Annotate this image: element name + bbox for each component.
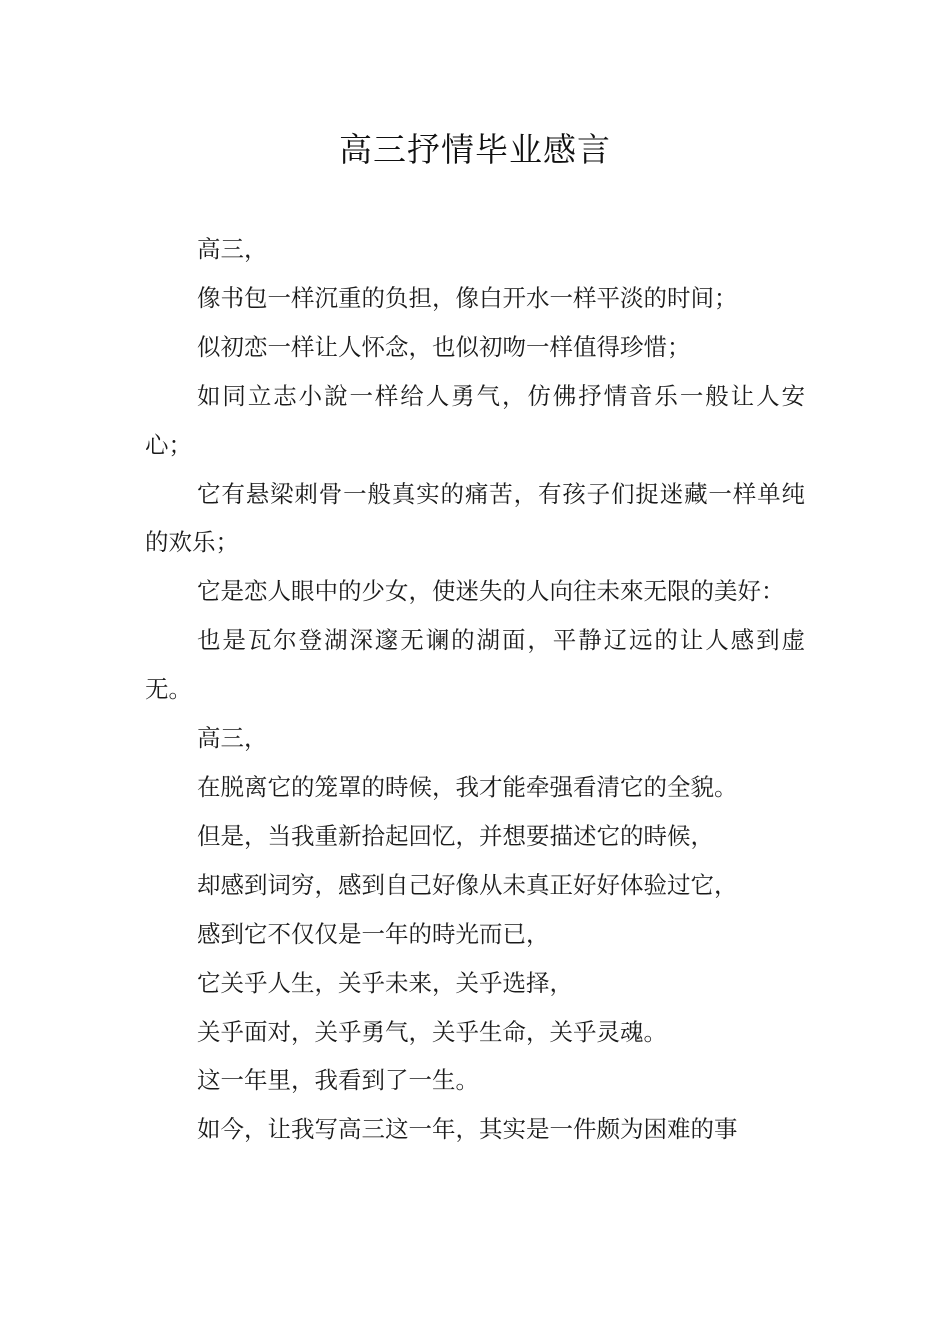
paragraph: 如同立志小說一样给人勇气，仿佛抒情音乐一般让人安心； [145,381,805,459]
paragraph: 它是恋人眼中的少女，使迷失的人向往未來无限的美好： [197,577,785,606]
paragraph: 如今，让我写高三这一年，其实是一件颇为困难的事 [197,1115,738,1144]
paragraph: 也是瓦尔登湖深邃无谰的湖面，平静辽远的让人感到虚无。 [145,626,805,704]
paragraph: 它有悬梁刺骨一般真实的痛苦，有孩子们捉迷藏一样单纯的欢乐； [145,479,805,557]
document-body [145,225,805,1154]
paragraph: 感到它不仅仅是一年的時光而已， [197,919,550,948]
paragraph: 但是，当我重新拾起回忆，并想要描述它的時候， [197,821,714,850]
paragraph: 关乎面对，关乎勇气，关乎生命，关乎灵魂。 [197,1017,667,1046]
paragraph: 它关乎人生，关乎未来，关乎选择， [197,968,573,997]
paragraph: 似初恋一样让人怀念，也似初吻一样值得珍惜； [197,332,691,361]
paragraph: 却感到词穷，感到自己好像从未真正好好体验过它， [197,870,738,899]
paragraph: 高三， [197,235,268,263]
paragraph: 这一年里，我看到了一生。 [197,1066,479,1095]
paragraph: 像书包一样沉重的负担，像白开水一样平淡的时间； [197,283,738,312]
document-title: 高三抒情毕业感言 [339,130,611,169]
paragraph: 高三， [197,724,268,753]
paragraph: 在脱离它的笼罩的時候，我才能牵强看清它的全貌。 [197,772,738,801]
